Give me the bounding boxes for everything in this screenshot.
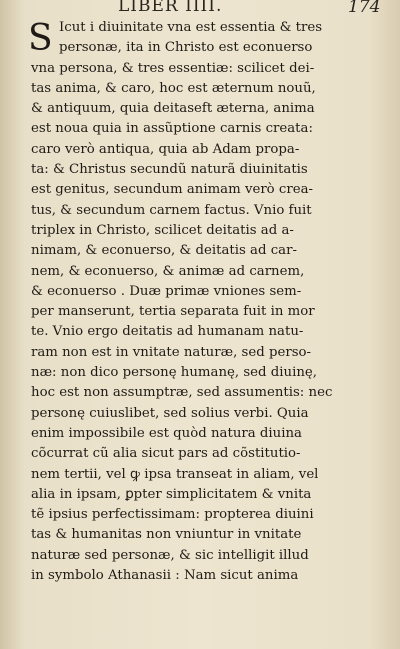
text-line: personæ, ita in Christo est econuerso bbox=[59, 40, 313, 56]
text-line: alia in ipsam, ꝑpter simplicitatem & vnita bbox=[31, 486, 312, 502]
text-line: & econuerso . Duæ primæ vniones sem- bbox=[31, 283, 302, 299]
text-line: cõcurrat cũ alia sicut pars ad cõstitutio- bbox=[31, 446, 301, 462]
text-line: te. Vnio ergo deitatis ad humanam natu- bbox=[31, 324, 304, 340]
text-line: tẽ ipsius perfectissimam: propterea diuini bbox=[31, 507, 314, 523]
text-line: hoc est non assumptræ, sed assumentis: nec bbox=[31, 385, 333, 401]
text-line: in symbolo Athanasii : Nam sicut anima bbox=[31, 568, 299, 584]
running-head: LIBER IIII. bbox=[118, 0, 223, 16]
text-line: caro verò antiqua, quia ab Adam propa- bbox=[31, 141, 300, 157]
text-line: nem tertii, vel ꝙ ipsa transeat in aliam, vel bbox=[31, 466, 319, 482]
text-line: per manserunt, tertia separata fuit in mor bbox=[31, 304, 315, 320]
text-line: tas & humanitas non vniuntur in vnitate bbox=[31, 527, 302, 543]
text-line: næ: non dico personę humanę, sed diuinę, bbox=[31, 365, 318, 381]
text-line: & antiquum, quia deitaseft æterna, anima bbox=[31, 101, 315, 117]
text-line: triplex in Christo, scilicet deitatis ad a- bbox=[31, 222, 294, 238]
drop-capital: S bbox=[28, 18, 53, 59]
text-line: tus, & secundum carnem factus. Vnio fuit bbox=[31, 202, 312, 218]
text-line: nem, & econuerso, & animæ ad carnem, bbox=[31, 263, 305, 279]
text-line: tas anima, & caro, hoc est æternum nouũ, bbox=[31, 80, 316, 96]
page-header bbox=[0, 0, 400, 18]
text-line: personę cuiuslibet, sed solius verbi. Quia bbox=[31, 405, 309, 421]
text-line: Icut i diuinitate vna est essentia & tres bbox=[59, 20, 323, 35]
text-line: vna persona, & tres essentiæ: scilicet dei- bbox=[31, 60, 315, 76]
text-line: enim impossibile est quòd natura diuina bbox=[31, 425, 302, 441]
page-number: 174 bbox=[348, 0, 381, 17]
text-line: naturæ sed personæ, & sic intelligit illud bbox=[31, 547, 309, 563]
text-line: est genitus, secundum animam verò crea- bbox=[31, 182, 314, 198]
body-text bbox=[31, 18, 333, 586]
text-line: nimam, & econuerso, & deitatis ad car- bbox=[31, 243, 297, 259]
text-line: ram non est in vnitate naturæ, sed perso- bbox=[31, 344, 312, 360]
text-line: est noua quia in assũptione carnis creata: bbox=[31, 121, 313, 137]
text-line: ta: & Christus secundũ naturã diuinitatis bbox=[31, 162, 308, 178]
